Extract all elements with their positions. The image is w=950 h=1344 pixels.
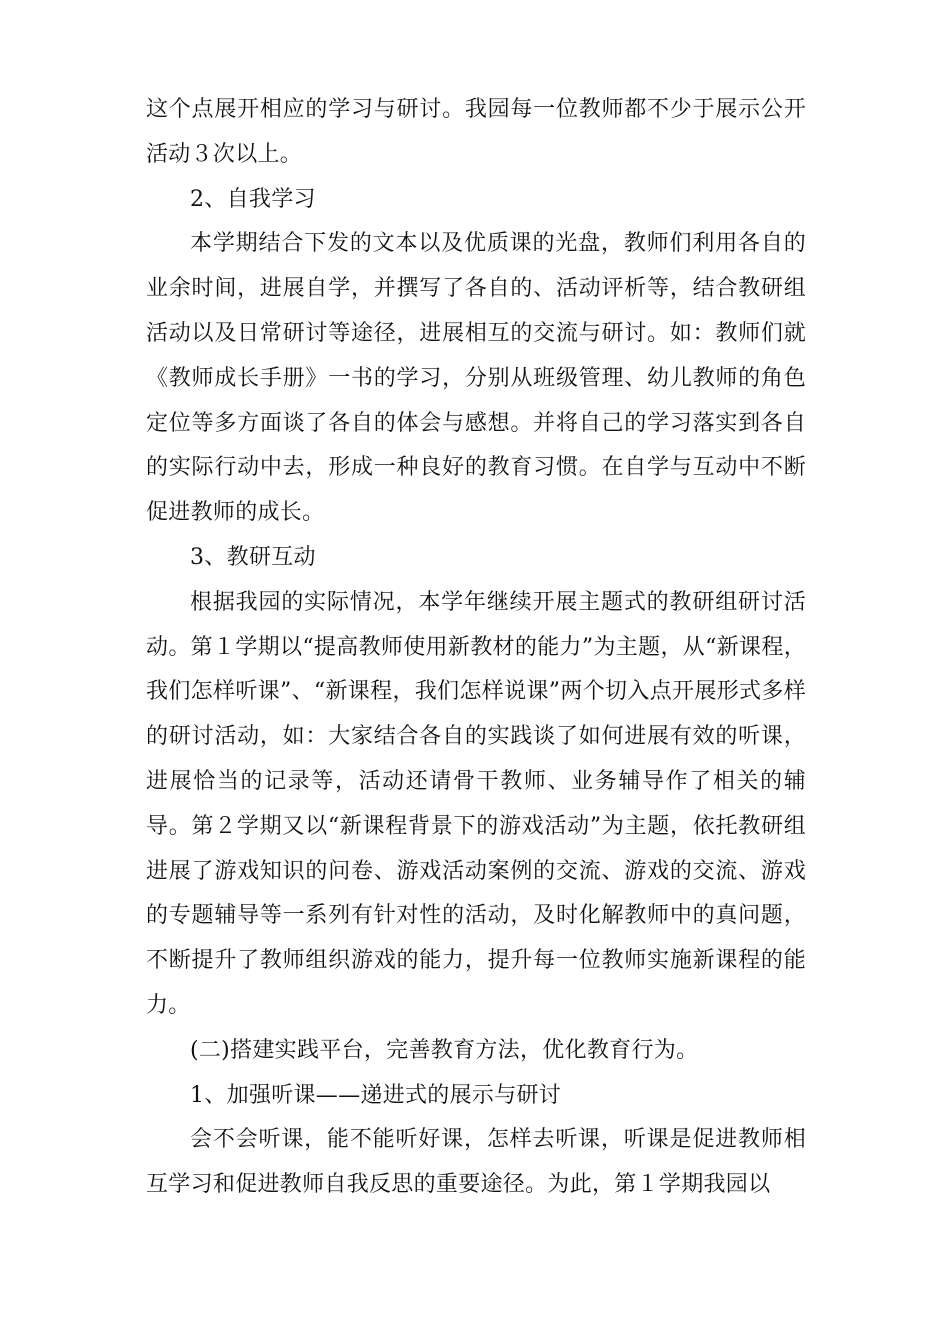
section-heading-lesson-observation: 1、加强听课——递进式的展示与研讨	[190, 1082, 562, 1108]
section-heading-practice-platform: (二)搭建实践平台，完善教育方法，优化教育行为。	[190, 1037, 699, 1063]
section-heading-self-study: 2、自我学习	[190, 186, 316, 212]
paragraph-research-interaction: 根据我园的实际情况，本学年继续开展主题式的教研组研讨活动。第１学期以“提高教师使用新教材的能力”为主题，从“新课程，我们怎样听课”、“新课程，我们怎样说课”两个切入点开展形式多样的研讨活动，如：大家结合各自的实践谈了如何进展有效的听课，进展恰当的记录等，活动还请骨干教师、业务辅导作了相关的辅导。第２学期又以“新课程背景下的游戏活动”为主题，依托教研组进展了游戏知识的问卷、游戏活动案例的交流、游戏的交流、游戏的专题辅导等一系列有针对性的活动，及时化解教师中的真问题，不断提升了教师组织游戏的能力，提升每一位教师实施新课程的能力。	[146, 589, 806, 1018]
section-heading-research-interaction: 3、教研互动	[190, 544, 316, 570]
document-body	[146, 88, 806, 1208]
paragraph-continuation: 这个点展开相应的学习与研讨。我园每一位教师都不少于展示公开活动３次以上。	[146, 97, 806, 167]
paragraph-lesson-observation: 会不会听课，能不能听好课，怎样去听课，听课是促进教师相互学习和促进教师自我反思的重要途径。为此，第１学期我园以	[146, 1127, 806, 1198]
paragraph-self-study: 本学期结合下发的文本以及优质课的光盘，教师们利用各自的业余时间，进展自学，并撰写了各自的、活动评析等，结合教研组活动以及日常研讨等途径，进展相互的交流与研讨。如：教师们就《教师成长手册》一书的学习，分别从班级管理、幼儿教师的角色定位等多方面谈了各自的体会与感想。并将自己的学习落实到各自的实际行动中去，形成一种良好的教育习惯。在自学与互动中不断促进教师的成长。	[146, 231, 806, 526]
